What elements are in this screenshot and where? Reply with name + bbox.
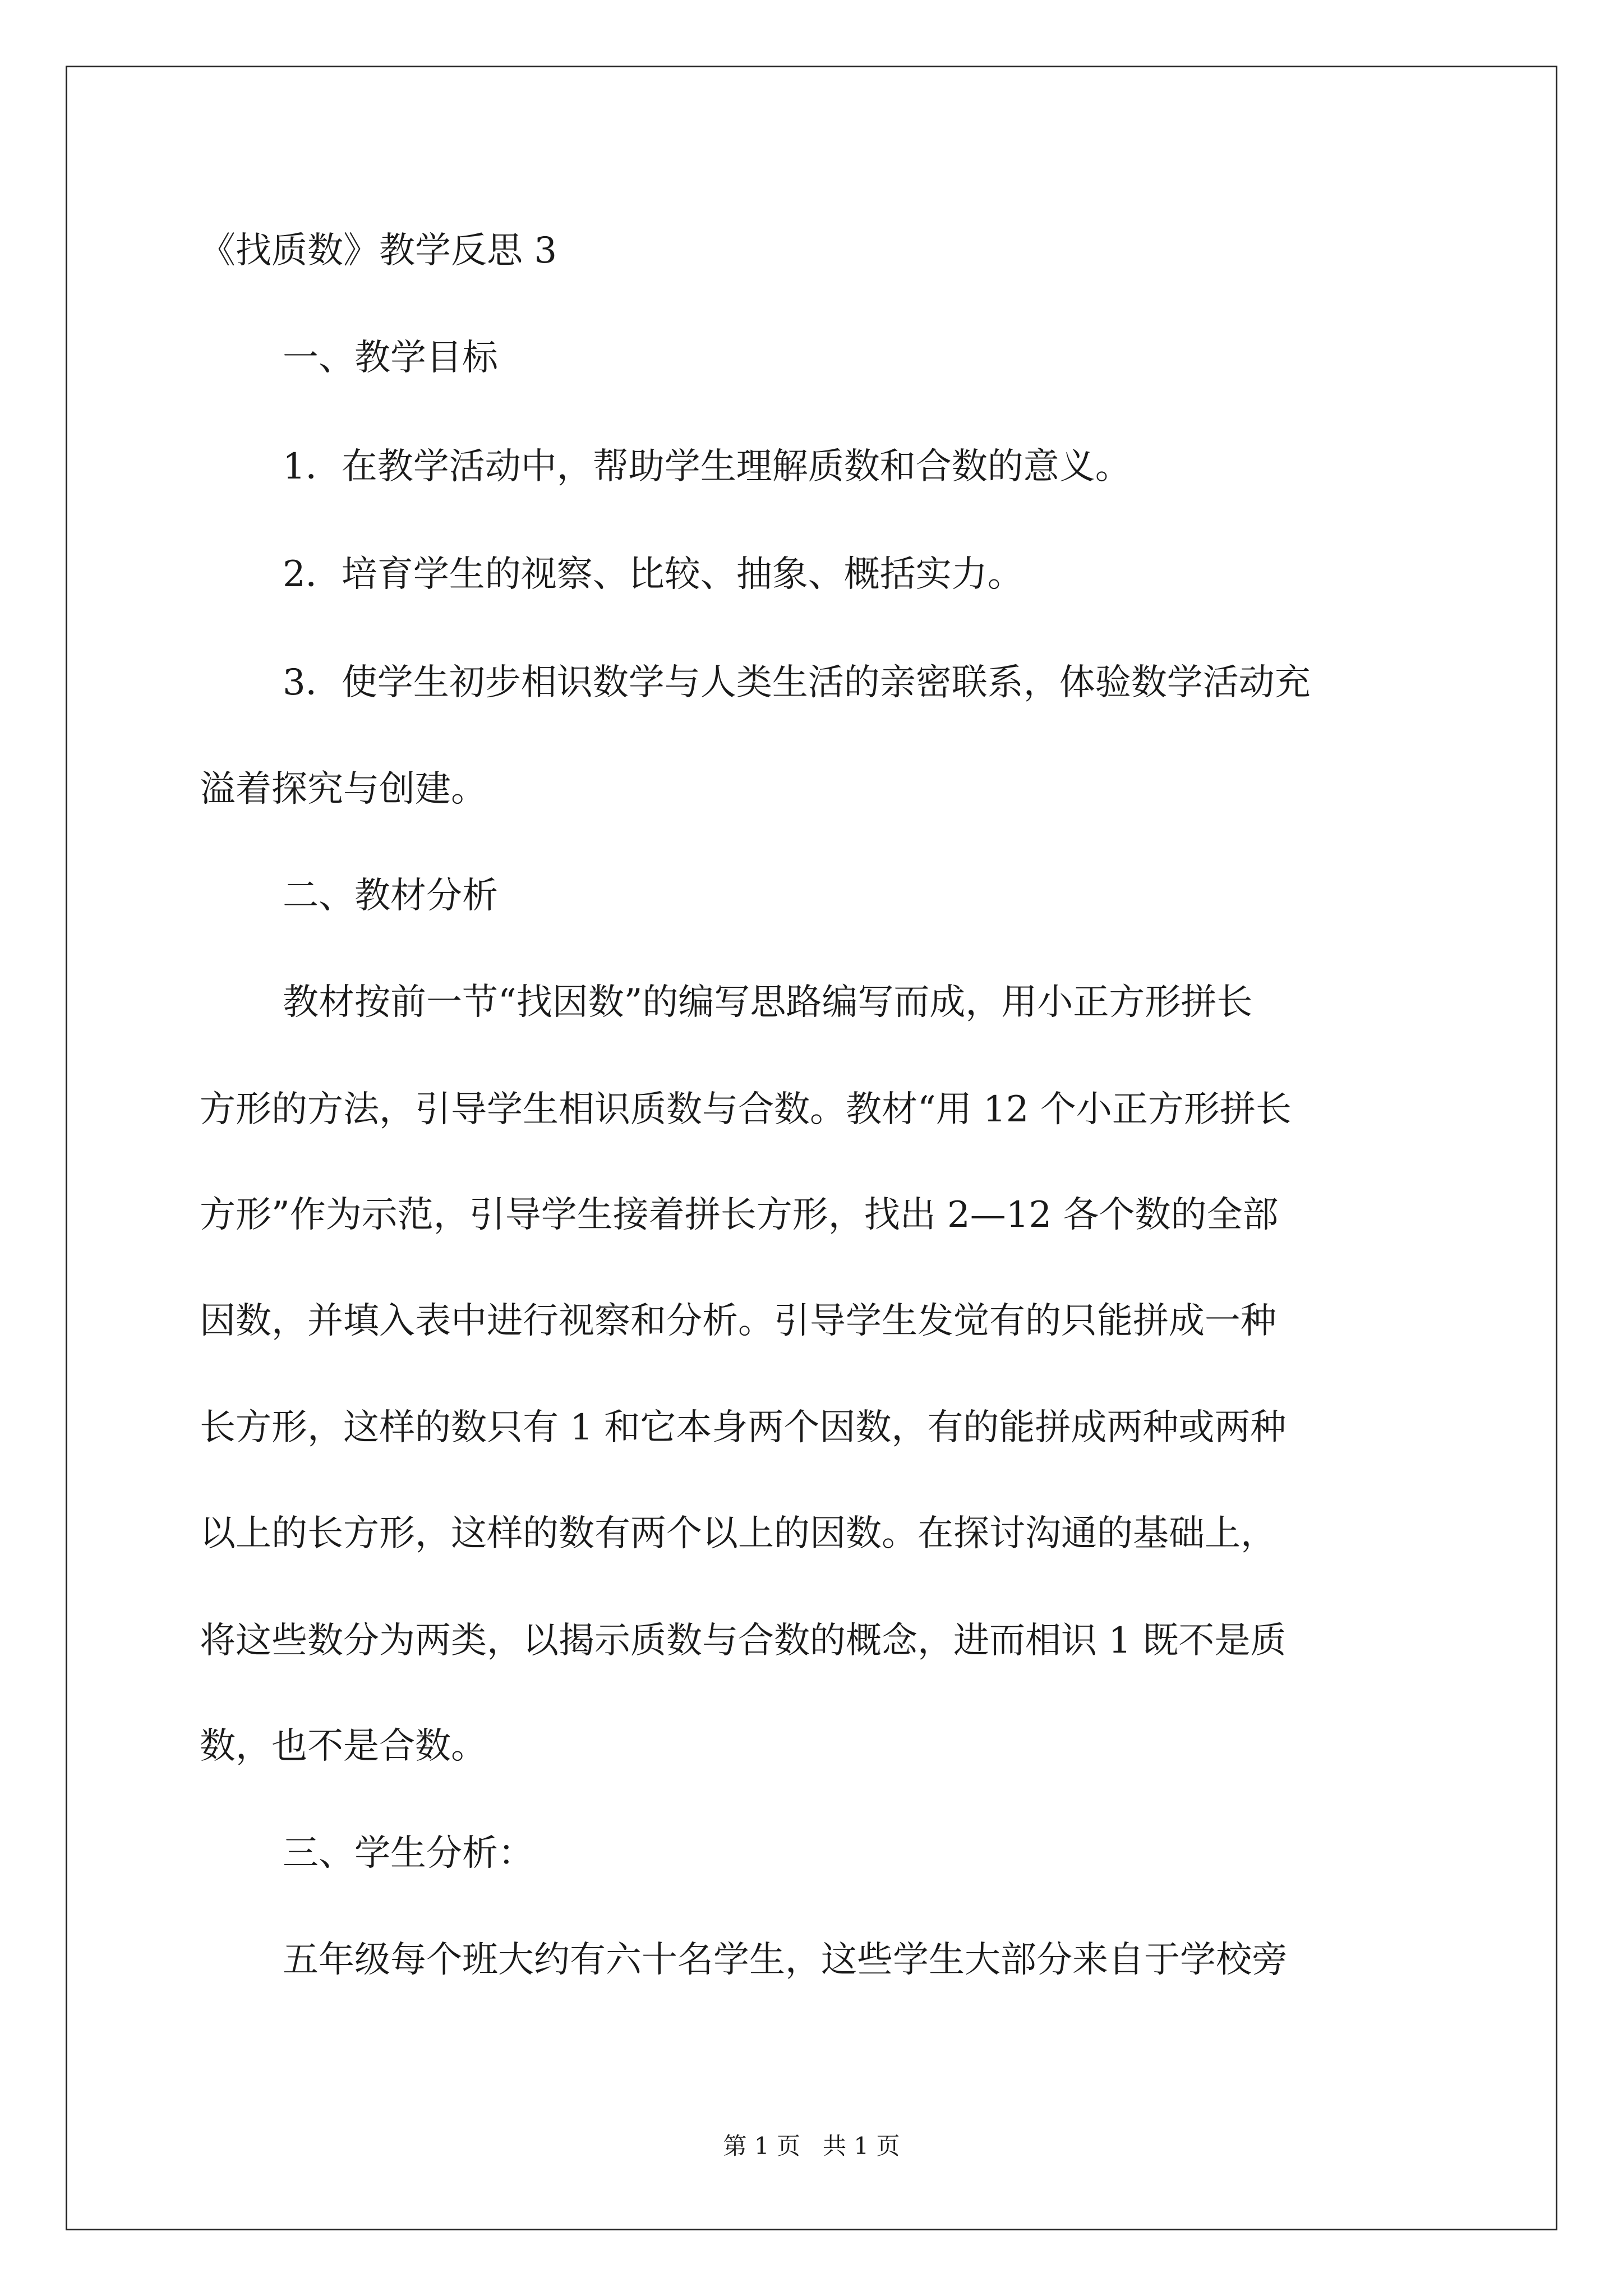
paragraph-line: 1．在教学活动中，帮助学生理解质数和合数的意义。 bbox=[283, 446, 1131, 487]
paragraph-line: 3．使学生初步相识数学与人类生活的亲密联系，体验数学活动充 bbox=[283, 662, 1311, 703]
paragraph-line: 方形”作为示范，引导学生接着拼长方形，找出 2—12 各个数的全部 bbox=[200, 1194, 1279, 1236]
document-title: 《找质数》教学反思 3 bbox=[200, 230, 557, 272]
paragraph-line: 溢着探究与创建。 bbox=[200, 769, 487, 810]
paragraph-line: 长方形，这样的数只有 1 和它本身两个因数，有的能拼成两种或两种 bbox=[200, 1407, 1287, 1448]
paragraph-line: 以上的长方形，这样的数有两个以上的因数。在探讨沟通的基础上， bbox=[200, 1513, 1276, 1554]
paragraph-line: 2．培育学生的视察、比较、抽象、概括实力。 bbox=[283, 554, 1023, 595]
paragraph-line: 教材按前一节“找因数”的编写思路编写而成，用小正方形拼长 bbox=[283, 982, 1253, 1023]
section-heading-objectives: 一、教学目标 bbox=[283, 337, 498, 379]
paragraph-line: 数，也不是合数。 bbox=[200, 1726, 487, 1767]
page-border bbox=[66, 66, 1557, 2230]
paragraph-line: 将这些数分为两类，以揭示质数与合数的概念，进而相识 1 既不是质 bbox=[200, 1620, 1287, 1662]
section-heading-students: 三、学生分析： bbox=[283, 1833, 534, 1874]
page-number: 第 1 页 共 1 页 bbox=[723, 2132, 900, 2160]
paragraph-line: 因数，并填入表中进行视察和分析。引导学生发觉有的只能拼成一种 bbox=[200, 1300, 1276, 1342]
paragraph-line: 五年级每个班大约有六十名学生，这些学生大部分来自于学校旁 bbox=[283, 1939, 1288, 1981]
section-heading-materials: 二、教材分析 bbox=[283, 875, 498, 917]
paragraph-line: 方形的方法，引导学生相识质数与合数。教材“用 12 个小正方形拼长 bbox=[200, 1089, 1292, 1130]
